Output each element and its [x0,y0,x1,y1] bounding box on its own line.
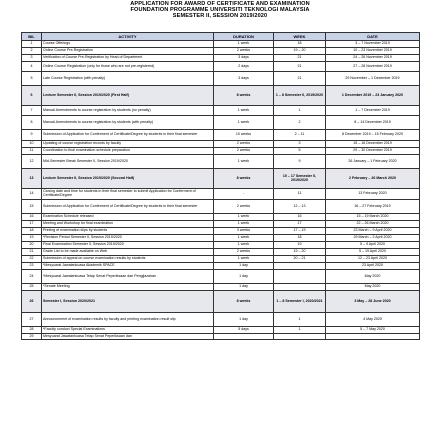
cell-duration: 1 day [214,313,274,327]
cell-duration: 2 weeks [214,249,274,256]
cell-date: 24 – 26 November 2019 [326,55,420,62]
cell-date: May 2020 [326,270,420,284]
cell-activity: Manual Amendments to course registration by students (with penalty) [42,116,214,130]
table-row [22,86,420,106]
cell-activity: Course Offerings [42,41,214,48]
cell-activity: Manual Amendments to course registration by students (no penalty) [42,106,214,116]
cell-week: 10 – 17 Semester II, 2019/2020 [274,169,326,189]
cell-date: 15 – 16 December 2019 [326,141,420,148]
cell-date: 2 February – 26 March 2020 [326,169,420,189]
cell-duration: 1 week [214,235,274,242]
cell-week [274,284,326,291]
cell-date: 29 – 30 December 2019 [326,148,420,155]
cell-bil: 15 [22,200,42,214]
table-row [22,327,420,334]
cell-week: 18 [274,41,326,48]
cell-bil: 5 [22,72,42,86]
table-row [22,228,420,235]
cell-duration: 3 weeks [214,228,274,235]
cell-bil: 11 [22,148,42,155]
cell-bil: 25 [22,284,42,291]
table-row [22,263,420,270]
cell-duration: 2 weeks [214,148,274,155]
cell-bil: 14 [22,189,42,200]
cell-bil: 23 [22,263,42,270]
table-row [22,72,420,86]
cell-duration: 1 week [214,214,274,221]
cell-date: 12 – 23 April 2020 [326,256,420,263]
cell-activity: Mesyuarat Jawatankuasa Tetap Senat Peperiksaan dan [42,334,214,340]
table-row [22,249,420,256]
cell-week: 21 [274,55,326,62]
cell-duration: 8 weeks [214,169,274,189]
cell-bil: 13 [22,169,42,189]
table-row [22,235,420,242]
cell-bil: 1 [22,41,42,48]
table-row [22,200,420,214]
cell-bil: 7 [22,106,42,116]
cell-bil: 17 [22,221,42,228]
table-body [22,41,420,340]
cell-date: 23 April 2020 [326,263,420,270]
cell-week: 1 – 8 Semester II, 2019/2020 [274,86,326,106]
column-header-bil: BIL [22,33,42,41]
cell-activity: Closing date and time for students in their final semester to submit Application for Conferment of Certificate/Degree [42,189,214,200]
cell-week: 1 – 8 Semester I, 2020/2021 [274,291,326,313]
cell-duration [214,334,274,340]
cell-date: 29 November – 1 December 2019 [326,72,420,86]
cell-date: 3 May – 28 June 2020 [326,291,420,313]
cell-activity: *Revision Period Semester II, Session 2019/2020 [42,235,214,242]
cell-bil: 6 [22,86,42,106]
cell-duration: 2 weeks [214,141,274,148]
column-header-date: DATE [326,33,420,41]
cell-week: 1 [274,106,326,116]
cell-duration: 10 weeks [214,130,274,141]
cell-week: 3 [274,141,326,148]
table-header-row [22,33,420,41]
cell-date: 3 – 7 November 2019 [326,41,420,48]
cell-date: 4 May 2020 [326,313,420,327]
cell-date [326,334,420,340]
cell-duration: 1 week [214,116,274,130]
cell-duration: 8 weeks [214,291,274,313]
cell-date: 15 – 19 March 2020 [326,214,420,221]
cell-activity: Updating of course registration records by faculty [42,141,214,148]
cell-date: 8 December 2019 – 15 February 2020 [326,130,420,141]
table-row [22,62,420,72]
cell-duration: 1 day [214,284,274,291]
cell-date: May 2020 [326,284,420,291]
column-header-week: WEEK [274,33,326,41]
cell-date: 26 January – 1 February 2020 [326,155,420,169]
cell-date: 29 March – 2 April 2020 [326,235,420,242]
cell-week: 21 [274,62,326,72]
cell-activity: Verification of Course Pre-Registration by Head of Department [42,55,214,62]
cell-date: 22 – 26 March 2020 [326,221,420,228]
cell-date: 8 – 14 December 2019 [326,116,420,130]
cell-date: 5 – 7 May 2020 [326,327,420,334]
cell-activity: *Mesyuarat Jawatankuasa Akademik SPACE [42,263,214,270]
cell-bil: 26 [22,291,42,313]
header-line-3: SEMESTER II, SESSION 2019/2020 [172,13,268,20]
cell-bil: 29 [22,334,42,340]
cell-bil: 18 [22,228,42,235]
cell-bil: 2 [22,48,42,55]
cell-duration: 1 week [214,221,274,228]
cell-date: 23 March – 9 April 2020 [326,228,420,235]
table-row [22,221,420,228]
table-row [22,256,420,263]
cell-activity: Mid-Semester Break Semester II, Session 2019/2020 [42,155,214,169]
cell-week: 16 [274,214,326,221]
cell-bil: 24 [22,270,42,284]
table-row [22,106,420,116]
table-row [22,169,420,189]
cell-duration: 3 days [214,72,274,86]
cell-bil: 8 [22,116,42,130]
cell-date: 10 – 23 November 2019 [326,48,420,55]
cell-duration: 8 weeks [214,86,274,106]
table-row [22,155,420,169]
cell-duration: 1 week [214,242,274,249]
cell-bil: 21 [22,249,42,256]
cell-week: 19 – 20 [274,48,326,55]
table-row [22,284,420,291]
cell-activity: Submission of appeal on course examination results by students [42,256,214,263]
column-header-activity: ACTIVITY [42,33,214,41]
cell-week [274,334,326,340]
cell-week: 17 [274,221,326,228]
table-row [22,130,420,141]
column-header-duration: DURATION [214,33,274,41]
cell-duration: 1 week [214,256,274,263]
cell-activity: Coordination to final examination schedule preparation [42,148,214,155]
cell-activity: Grade List to be made available on Web [42,249,214,256]
cell-week: 5 [274,148,326,155]
cell-date: 16 – 27 February 2019 [326,200,420,214]
cell-duration: 1 week [214,155,274,169]
cell-duration: 3 days [214,55,274,62]
table-row [22,48,420,55]
cell-activity: Printing of examination slips by students [42,228,214,235]
cell-activity: Meeting and Workshop for final examination [42,221,214,228]
document-header [0,0,440,20]
table-row [22,313,420,327]
cell-duration: 2 weeks [214,48,274,55]
table-row [22,148,420,155]
table-row [22,41,420,48]
cell-week [274,270,326,284]
cell-duration: 5 days [214,327,274,334]
cell-bil: 19 [22,235,42,242]
cell-date: 13 February 2020 [326,189,420,200]
cell-activity: Lecture Semester II, Session 2019/2020 (Second Half) [42,169,214,189]
cell-activity: Examination Schedule released [42,214,214,221]
cell-week: 19 – 20 [274,249,326,256]
table-row [22,55,420,62]
cell-activity: Submission of Application for Conferment of Certificate/Degree by students in their final semester [42,200,214,214]
table-row [22,270,420,284]
table-row [22,214,420,221]
cell-week: 19 [274,242,326,249]
table-row [22,141,420,148]
cell-bil: 10 [22,141,42,148]
cell-week: 18 [274,235,326,242]
cell-duration: 2 days [214,62,274,72]
cell-week: 12 – 13 [274,200,326,214]
cell-week: 11 [274,189,326,200]
cell-week: 1 [274,327,326,334]
cell-week: 20 – 21 [274,256,326,263]
header-line-2: FOUNDATION PROGRAMME UNIVERSITI TEKNOLOGI MALAYSIA [130,7,310,14]
table-row [22,291,420,313]
cell-week: 21 [274,72,326,86]
cell-date: 27 – 28 November 2019 [326,62,420,72]
table-row [22,242,420,249]
cell-activity: *Faculty conduct Special Examinations [42,327,214,334]
cell-bil: 27 [22,313,42,327]
header-line-1: APPLICATION FOR AWARD OF CERTIFICATE AND EXAMINATION [130,1,310,7]
cell-date: 1 – 7 December 2019 [326,106,420,116]
cell-duration: 2 weeks [214,200,274,214]
cell-activity: Late Course Registration (with penalty) [42,72,214,86]
cell-activity: Lecture Semester II, Session 2019/2020 (First Half) [42,86,214,106]
cell-activity: Submission of Application for Conferment of Certificate/Degree by students in their final semester [42,130,214,141]
cell-bil: 9 [22,130,42,141]
cell-week: 2 – 11 [274,130,326,141]
cell-date: 5 – 9 April 2020 [326,242,420,249]
cell-bil: 20 [22,242,42,249]
table-row [22,334,420,340]
cell-activity: *Mesyuarat Jawatankuasa Tetap Senat Peperiksaan dan Pengijazahan [42,270,214,284]
cell-bil: 4 [22,62,42,72]
cell-activity: *Senate Meeting [42,284,214,291]
cell-activity: Announcement of examination results by faculty and printing examination result slip [42,313,214,327]
cell-date: 5 – 19 April 2020 [326,249,420,256]
cell-activity: Online Course Pre-Registration [42,48,214,55]
cell-duration: 1 week [214,41,274,48]
cell-bil: 28 [22,327,42,334]
cell-activity: Final Examination Semester II, Session 2019/2020 [42,242,214,249]
cell-duration: 1 day [214,263,274,270]
academic-calendar-table [21,32,420,340]
cell-bil: 3 [22,55,42,62]
cell-bil: 16 [22,214,42,221]
cell-duration: 1 day [214,270,274,284]
cell-week [274,263,326,270]
cell-duration: 1 week [214,106,274,116]
cell-week: 9 [274,155,326,169]
cell-bil: 12 [22,155,42,169]
cell-activity: Semester I, Session 2020/2021 [42,291,214,313]
table-row [22,189,420,200]
cell-date: 1 December 2019 – 23 January 2020 [326,86,420,106]
cell-week: 2 [274,116,326,130]
table-row [22,116,420,130]
cell-week: 17 – 19 [274,228,326,235]
cell-duration: - [214,189,274,200]
cell-activity: Online Course Registration (only for those who are not pre-registered) [42,62,214,72]
cell-week: 1 [274,313,326,327]
cell-bil: 22 [22,256,42,263]
